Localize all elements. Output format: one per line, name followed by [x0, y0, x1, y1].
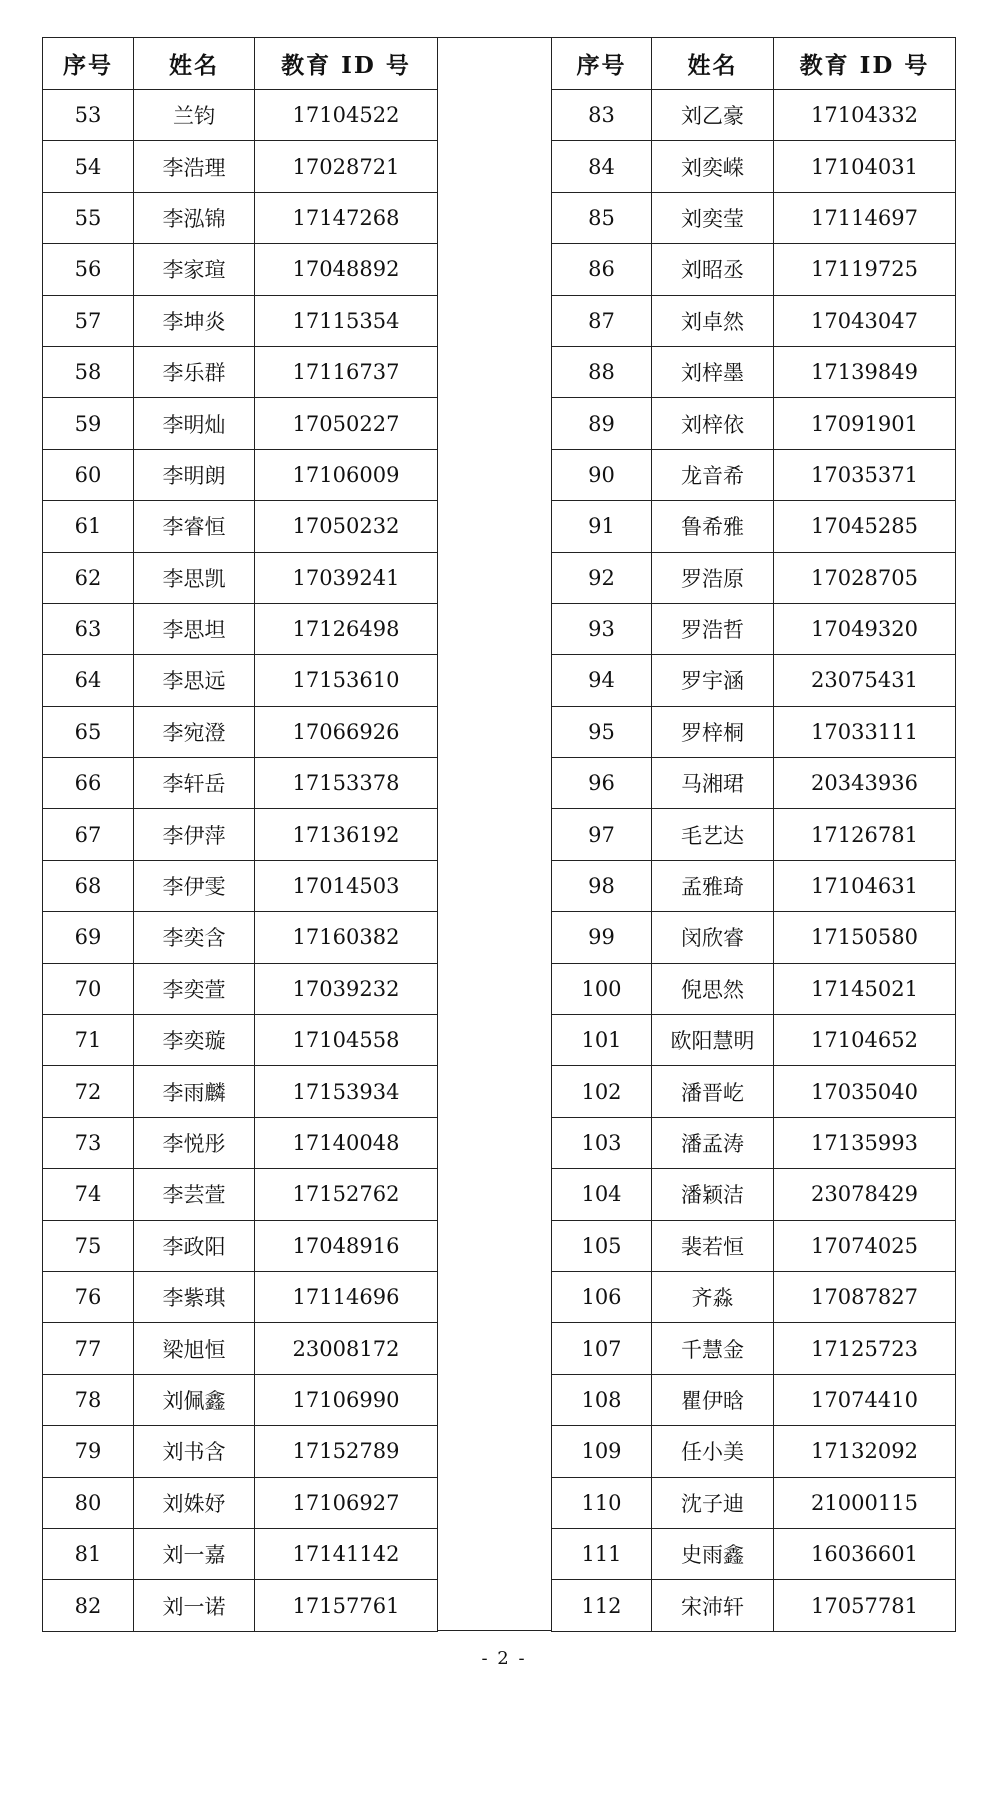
- table-row: [552, 1528, 956, 1579]
- row-seq: 81: [43, 1528, 134, 1579]
- row-seq: 99: [552, 912, 652, 963]
- row-id: 16036601: [774, 1528, 956, 1579]
- table-row: [43, 1220, 438, 1271]
- row-seq: 89: [552, 398, 652, 449]
- row-seq: 71: [43, 1015, 134, 1066]
- row-name: 潘晋屹: [652, 1066, 774, 1117]
- row-name: 欧阳慧明: [652, 1015, 774, 1066]
- row-seq: 55: [43, 192, 134, 243]
- table-row: [43, 912, 438, 963]
- table-row: [552, 398, 956, 449]
- row-name: 刘乙豪: [652, 90, 774, 141]
- table-row: [552, 244, 956, 295]
- row-id: 17087827: [774, 1271, 956, 1322]
- table-row: [552, 963, 956, 1014]
- row-seq: 60: [43, 449, 134, 500]
- row-id: 17106927: [255, 1477, 438, 1528]
- row-name: 罗梓桐: [652, 706, 774, 757]
- row-name: 罗浩原: [652, 552, 774, 603]
- row-seq: 83: [552, 90, 652, 141]
- header-name: 姓名: [134, 38, 255, 90]
- row-id: 17153934: [255, 1066, 438, 1117]
- row-seq: 102: [552, 1066, 652, 1117]
- table-row: [552, 809, 956, 860]
- row-id: 17074410: [774, 1374, 956, 1425]
- row-name: 千慧金: [652, 1323, 774, 1374]
- row-name: 潘孟涛: [652, 1117, 774, 1168]
- row-seq: 95: [552, 706, 652, 757]
- row-name: 李奕萱: [134, 963, 255, 1014]
- row-name: 李泓锦: [134, 192, 255, 243]
- row-name: 刘佩鑫: [134, 1374, 255, 1425]
- row-id: 17150580: [774, 912, 956, 963]
- row-seq: 75: [43, 1220, 134, 1271]
- row-name: 李坤炎: [134, 295, 255, 346]
- row-name: 齐淼: [652, 1271, 774, 1322]
- row-seq: 110: [552, 1477, 652, 1528]
- row-name: 李思凯: [134, 552, 255, 603]
- table-row: [552, 1374, 956, 1425]
- row-id: 17106009: [255, 449, 438, 500]
- row-id: 17104031: [774, 141, 956, 192]
- row-name: 兰钧: [134, 90, 255, 141]
- row-id: 17153610: [255, 655, 438, 706]
- row-name: 倪思然: [652, 963, 774, 1014]
- row-seq: 105: [552, 1220, 652, 1271]
- table-row: [552, 1477, 956, 1528]
- row-seq: 80: [43, 1477, 134, 1528]
- table-row: [43, 758, 438, 809]
- row-id: 17116737: [255, 346, 438, 397]
- row-seq: 73: [43, 1117, 134, 1168]
- row-id: 17119725: [774, 244, 956, 295]
- row-name: 刘奕莹: [652, 192, 774, 243]
- row-seq: 85: [552, 192, 652, 243]
- table-row: [43, 1015, 438, 1066]
- row-name: 刘昭丞: [652, 244, 774, 295]
- row-id: 23075431: [774, 655, 956, 706]
- row-name: 刘书含: [134, 1426, 255, 1477]
- row-seq: 59: [43, 398, 134, 449]
- row-seq: 77: [43, 1323, 134, 1374]
- table-row: [43, 192, 438, 243]
- row-name: 罗浩哲: [652, 603, 774, 654]
- table-row: [43, 1323, 438, 1374]
- row-name: 李紫琪: [134, 1271, 255, 1322]
- row-id: 17045285: [774, 501, 956, 552]
- row-seq: 106: [552, 1271, 652, 1322]
- row-name: 李轩岳: [134, 758, 255, 809]
- table-row: [43, 1271, 438, 1322]
- row-seq: 108: [552, 1374, 652, 1425]
- row-seq: 68: [43, 860, 134, 911]
- table-row: [43, 809, 438, 860]
- row-id: 17141142: [255, 1528, 438, 1579]
- table-row: [552, 501, 956, 552]
- table-row: [552, 141, 956, 192]
- row-name: 毛艺达: [652, 809, 774, 860]
- table-row: [43, 501, 438, 552]
- table-row: [43, 1374, 438, 1425]
- row-seq: 98: [552, 860, 652, 911]
- row-name: 刘梓墨: [652, 346, 774, 397]
- row-name: 李宛澄: [134, 706, 255, 757]
- row-id: 17125723: [774, 1323, 956, 1374]
- table-row: [552, 552, 956, 603]
- roster-table-right: [551, 37, 956, 1632]
- row-name: 刘梓依: [652, 398, 774, 449]
- row-id: 20343936: [774, 758, 956, 809]
- row-name: 李家瑄: [134, 244, 255, 295]
- row-seq: 67: [43, 809, 134, 860]
- row-name: 刘卓然: [652, 295, 774, 346]
- row-id: 17139849: [774, 346, 956, 397]
- row-id: 17106990: [255, 1374, 438, 1425]
- row-seq: 78: [43, 1374, 134, 1425]
- row-id: 17028721: [255, 141, 438, 192]
- table-row: [552, 912, 956, 963]
- row-seq: 56: [43, 244, 134, 295]
- row-name: 瞿伊晗: [652, 1374, 774, 1425]
- table-row: [552, 1426, 956, 1477]
- table-row: [552, 1220, 956, 1271]
- header-seq: 序号: [552, 38, 652, 90]
- row-id: 17039241: [255, 552, 438, 603]
- table-row: [43, 1580, 438, 1631]
- row-name: 李悦彤: [134, 1117, 255, 1168]
- row-seq: 82: [43, 1580, 134, 1631]
- row-id: 17039232: [255, 963, 438, 1014]
- table-row: [552, 346, 956, 397]
- row-seq: 94: [552, 655, 652, 706]
- table-row: [552, 1117, 956, 1168]
- table-row: [43, 603, 438, 654]
- row-id: 17145021: [774, 963, 956, 1014]
- row-seq: 76: [43, 1271, 134, 1322]
- row-name: 梁旭恒: [134, 1323, 255, 1374]
- row-seq: 96: [552, 758, 652, 809]
- header-seq: 序号: [43, 38, 134, 90]
- row-name: 鲁希雅: [652, 501, 774, 552]
- row-id: 17104332: [774, 90, 956, 141]
- table-row: [552, 603, 956, 654]
- row-seq: 92: [552, 552, 652, 603]
- row-id: 17035371: [774, 449, 956, 500]
- row-seq: 86: [552, 244, 652, 295]
- row-name: 李奕璇: [134, 1015, 255, 1066]
- row-name: 闵欣睿: [652, 912, 774, 963]
- row-name: 李明朗: [134, 449, 255, 500]
- row-seq: 57: [43, 295, 134, 346]
- row-name: 裴若恒: [652, 1220, 774, 1271]
- row-seq: 87: [552, 295, 652, 346]
- table-gap: [437, 37, 551, 1631]
- row-id: 17135993: [774, 1117, 956, 1168]
- table-row: [552, 449, 956, 500]
- row-id: 17147268: [255, 192, 438, 243]
- row-name: 孟雅琦: [652, 860, 774, 911]
- row-seq: 69: [43, 912, 134, 963]
- header-name: 姓名: [652, 38, 774, 90]
- row-seq: 66: [43, 758, 134, 809]
- table-row: [43, 860, 438, 911]
- row-id: 17104652: [774, 1015, 956, 1066]
- row-seq: 90: [552, 449, 652, 500]
- row-seq: 91: [552, 501, 652, 552]
- table-row: [43, 1117, 438, 1168]
- row-seq: 74: [43, 1169, 134, 1220]
- table-row: [43, 141, 438, 192]
- row-name: 李政阳: [134, 1220, 255, 1271]
- row-id: 17048916: [255, 1220, 438, 1271]
- row-name: 李芸萱: [134, 1169, 255, 1220]
- row-id: 17050227: [255, 398, 438, 449]
- page-number: - 2 -: [481, 1648, 527, 1669]
- table-row: [43, 1066, 438, 1117]
- table-row: [43, 346, 438, 397]
- row-name: 李思坦: [134, 603, 255, 654]
- header-row: [43, 38, 438, 90]
- row-name: 沈子迪: [652, 1477, 774, 1528]
- row-name: 李明灿: [134, 398, 255, 449]
- header-id: 教育 ID 号: [774, 38, 956, 90]
- row-seq: 97: [552, 809, 652, 860]
- row-name: 李雨麟: [134, 1066, 255, 1117]
- row-id: 17152789: [255, 1426, 438, 1477]
- row-id: 17136192: [255, 809, 438, 860]
- table-row: [43, 295, 438, 346]
- row-seq: 65: [43, 706, 134, 757]
- table-row: [43, 90, 438, 141]
- row-name: 李伊萍: [134, 809, 255, 860]
- row-seq: 107: [552, 1323, 652, 1374]
- table-row: [43, 398, 438, 449]
- row-id: 17126498: [255, 603, 438, 654]
- row-name: 刘奕嵘: [652, 141, 774, 192]
- row-id: 17057781: [774, 1580, 956, 1631]
- table-row: [552, 90, 956, 141]
- row-id: 17153378: [255, 758, 438, 809]
- row-id: 17104631: [774, 860, 956, 911]
- row-name: 李思远: [134, 655, 255, 706]
- table-row: [552, 1323, 956, 1374]
- row-seq: 111: [552, 1528, 652, 1579]
- row-name: 李乐群: [134, 346, 255, 397]
- row-seq: 112: [552, 1580, 652, 1631]
- row-seq: 104: [552, 1169, 652, 1220]
- row-id: 17132092: [774, 1426, 956, 1477]
- row-id: 17140048: [255, 1117, 438, 1168]
- row-id: 17152762: [255, 1169, 438, 1220]
- table-row: [43, 1169, 438, 1220]
- table-row: [43, 963, 438, 1014]
- table-row: [43, 655, 438, 706]
- row-id: 17074025: [774, 1220, 956, 1271]
- row-seq: 63: [43, 603, 134, 654]
- row-seq: 93: [552, 603, 652, 654]
- row-name: 李伊雯: [134, 860, 255, 911]
- table-row: [552, 1271, 956, 1322]
- row-id: 17043047: [774, 295, 956, 346]
- row-seq: 84: [552, 141, 652, 192]
- row-seq: 62: [43, 552, 134, 603]
- row-id: 17028705: [774, 552, 956, 603]
- table-row: [552, 1580, 956, 1631]
- row-seq: 79: [43, 1426, 134, 1477]
- row-id: 17114697: [774, 192, 956, 243]
- row-id: 17049320: [774, 603, 956, 654]
- row-id: 17104558: [255, 1015, 438, 1066]
- row-name: 龙音希: [652, 449, 774, 500]
- row-id: 21000115: [774, 1477, 956, 1528]
- table-row: [552, 706, 956, 757]
- row-name: 马湘珺: [652, 758, 774, 809]
- row-id: 17157761: [255, 1580, 438, 1631]
- header-row: [552, 38, 956, 90]
- row-id: 17091901: [774, 398, 956, 449]
- row-name: 潘颖洁: [652, 1169, 774, 1220]
- row-seq: 88: [552, 346, 652, 397]
- row-seq: 109: [552, 1426, 652, 1477]
- row-seq: 54: [43, 141, 134, 192]
- row-id: 17033111: [774, 706, 956, 757]
- row-seq: 100: [552, 963, 652, 1014]
- row-id: 17115354: [255, 295, 438, 346]
- row-id: 17050232: [255, 501, 438, 552]
- row-name: 李奕含: [134, 912, 255, 963]
- row-name: 李浩理: [134, 141, 255, 192]
- row-id: 17114696: [255, 1271, 438, 1322]
- row-seq: 64: [43, 655, 134, 706]
- table-row: [43, 1477, 438, 1528]
- row-id: 17066926: [255, 706, 438, 757]
- row-seq: 103: [552, 1117, 652, 1168]
- row-name: 刘一嘉: [134, 1528, 255, 1579]
- table-row: [552, 192, 956, 243]
- row-seq: 58: [43, 346, 134, 397]
- table-row: [552, 860, 956, 911]
- row-id: 17160382: [255, 912, 438, 963]
- row-name: 刘姝妤: [134, 1477, 255, 1528]
- table-row: [43, 1528, 438, 1579]
- table-row: [43, 706, 438, 757]
- row-id: 17014503: [255, 860, 438, 911]
- row-name: 李睿恒: [134, 501, 255, 552]
- table-row: [43, 552, 438, 603]
- row-id: 17048892: [255, 244, 438, 295]
- table-row: [43, 449, 438, 500]
- table-row: [43, 244, 438, 295]
- row-id: 17126781: [774, 809, 956, 860]
- row-id: 23078429: [774, 1169, 956, 1220]
- row-seq: 61: [43, 501, 134, 552]
- table-row: [552, 1066, 956, 1117]
- row-id: 17035040: [774, 1066, 956, 1117]
- row-id: 17104522: [255, 90, 438, 141]
- row-seq: 72: [43, 1066, 134, 1117]
- row-name: 任小美: [652, 1426, 774, 1477]
- roster-table-left: [42, 37, 438, 1632]
- table-row: [552, 1015, 956, 1066]
- table-row: [552, 1169, 956, 1220]
- table-row: [552, 758, 956, 809]
- row-seq: 70: [43, 963, 134, 1014]
- row-name: 刘一诺: [134, 1580, 255, 1631]
- table-row: [43, 1426, 438, 1477]
- row-seq: 53: [43, 90, 134, 141]
- row-seq: 101: [552, 1015, 652, 1066]
- header-id: 教育 ID 号: [255, 38, 438, 90]
- row-name: 罗宇涵: [652, 655, 774, 706]
- row-name: 史雨鑫: [652, 1528, 774, 1579]
- row-id: 23008172: [255, 1323, 438, 1374]
- row-name: 宋沛轩: [652, 1580, 774, 1631]
- table-row: [552, 655, 956, 706]
- table-row: [552, 295, 956, 346]
